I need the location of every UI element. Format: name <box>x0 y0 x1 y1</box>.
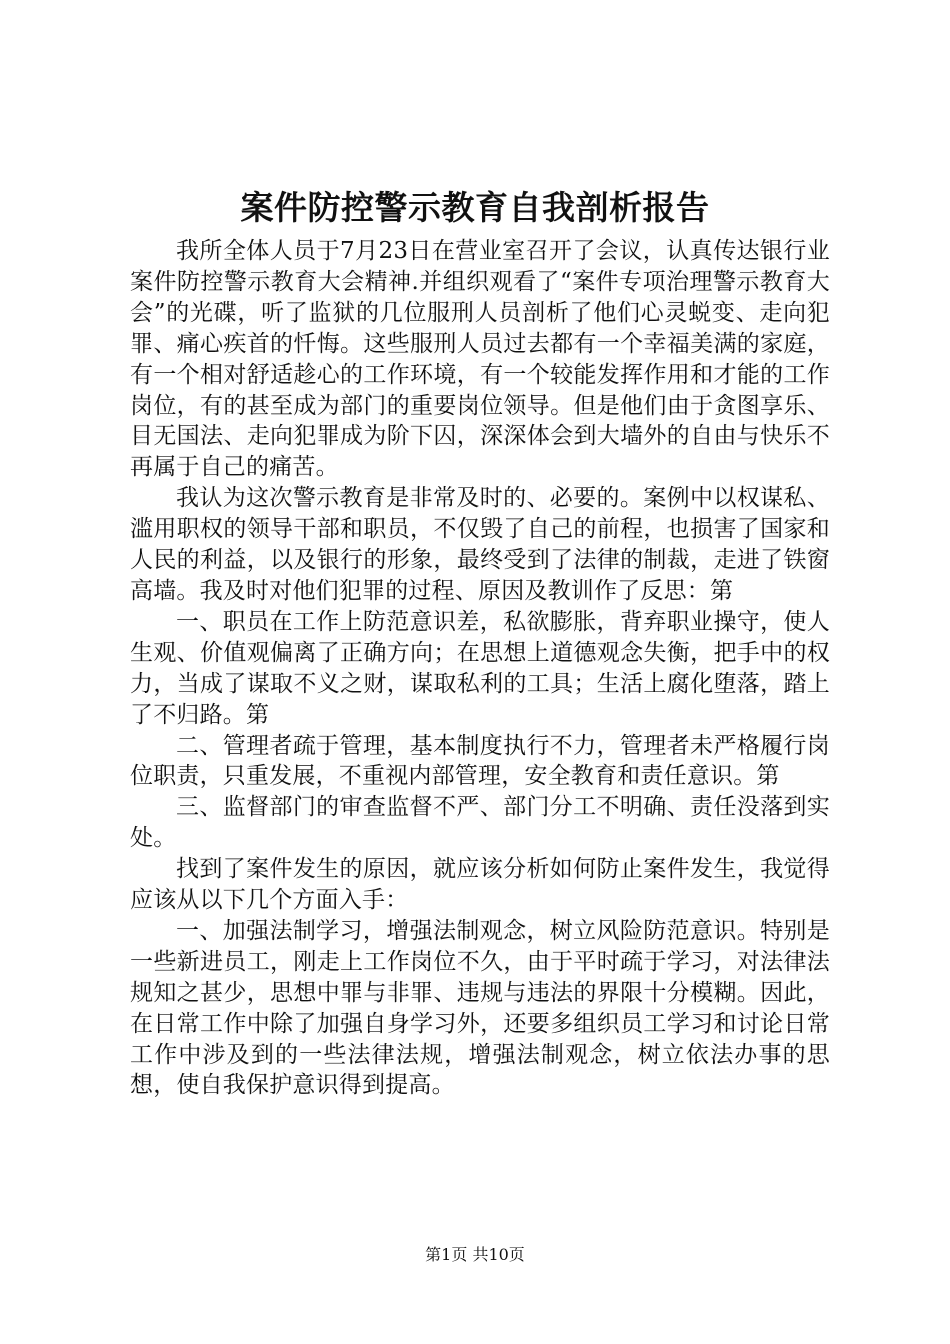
document-title: 案件防控警示教育自我剖析报告 <box>240 188 710 227</box>
paragraph-cause-one: 一、职员在工作上防范意识差，私欲膨胀，背弃职业操守，使人生观、价值观偏离了正确方向；在思想上道德观念失衡，把手中的权力，当成了谋取不义之财，谋取私利的工具；生活上腐化堕落，踏上了不归路。第 <box>130 608 830 728</box>
paragraph-prevention-one: 一、加强法制学习，增强法制观念，树立风险防范意识。特别是一些新进员工，刚走上工作岗位不久，由于平时疏于学习，对法律法规知之甚少，思想中罪与非罪、违规与违法的界限十分模糊。因此，在日常工作中除了加强自身学习外，还要多组织员工学习和讨论日常工作中涉及到的一些法律法规，增强法制观念，树立依法办事的思想，使自我保护意识得到提高。 <box>130 917 830 1099</box>
paragraph-reflection-intro: 我认为这次警示教育是非常及时的、必要的。案例中以权谋私、滥用职权的领导干部和职员，不仅毁了自己的前程，也损害了国家和人民的利益，以及银行的形象，最终受到了法律的制裁，走进了铁窗高墙。我及时对他们犯罪的过程、原因及教训作了反思：第 <box>130 485 830 604</box>
page-number-footer: 第1页 共10页 <box>425 1245 525 1264</box>
paragraph-cause-three: 三、监督部门的审查监督不严、部门分工不明确、责任没落到实处。 <box>130 794 830 852</box>
paragraph-meeting-summary: 我所全体人员于7月23日在营业室召开了会议，认真传达银行业案件防控警示教育大会精神.并组织观看了“案件专项治理警示教育大会”的光碟，听了监狱的几位服刑人员剖析了他们心灵蜕变、走向犯罪、痛心疾首的忏悔。这些服刑人员过去都有一个幸福美满的家庭，有一个相对舒适趁心的工作环境，有一个较能发挥作用和才能的工作岗位，有的甚至成为部门的重要岗位领导。但是他们由于贪图享乐、目无国法、走向犯罪成为阶下囚，深深体会到大墙外的自由与快乐不再属于自己的痛苦。 <box>130 238 830 481</box>
paragraph-prevention-intro: 找到了案件发生的原因，就应该分析如何防止案件发生，我觉得应该从以下几个方面入手： <box>130 856 830 914</box>
paragraph-cause-two: 二、管理者疏于管理，基本制度执行不力，管理者未严格履行岗位职责，只重发展，不重视内部管理，安全教育和责任意识。第 <box>130 732 830 790</box>
document-body <box>130 236 830 1101</box>
